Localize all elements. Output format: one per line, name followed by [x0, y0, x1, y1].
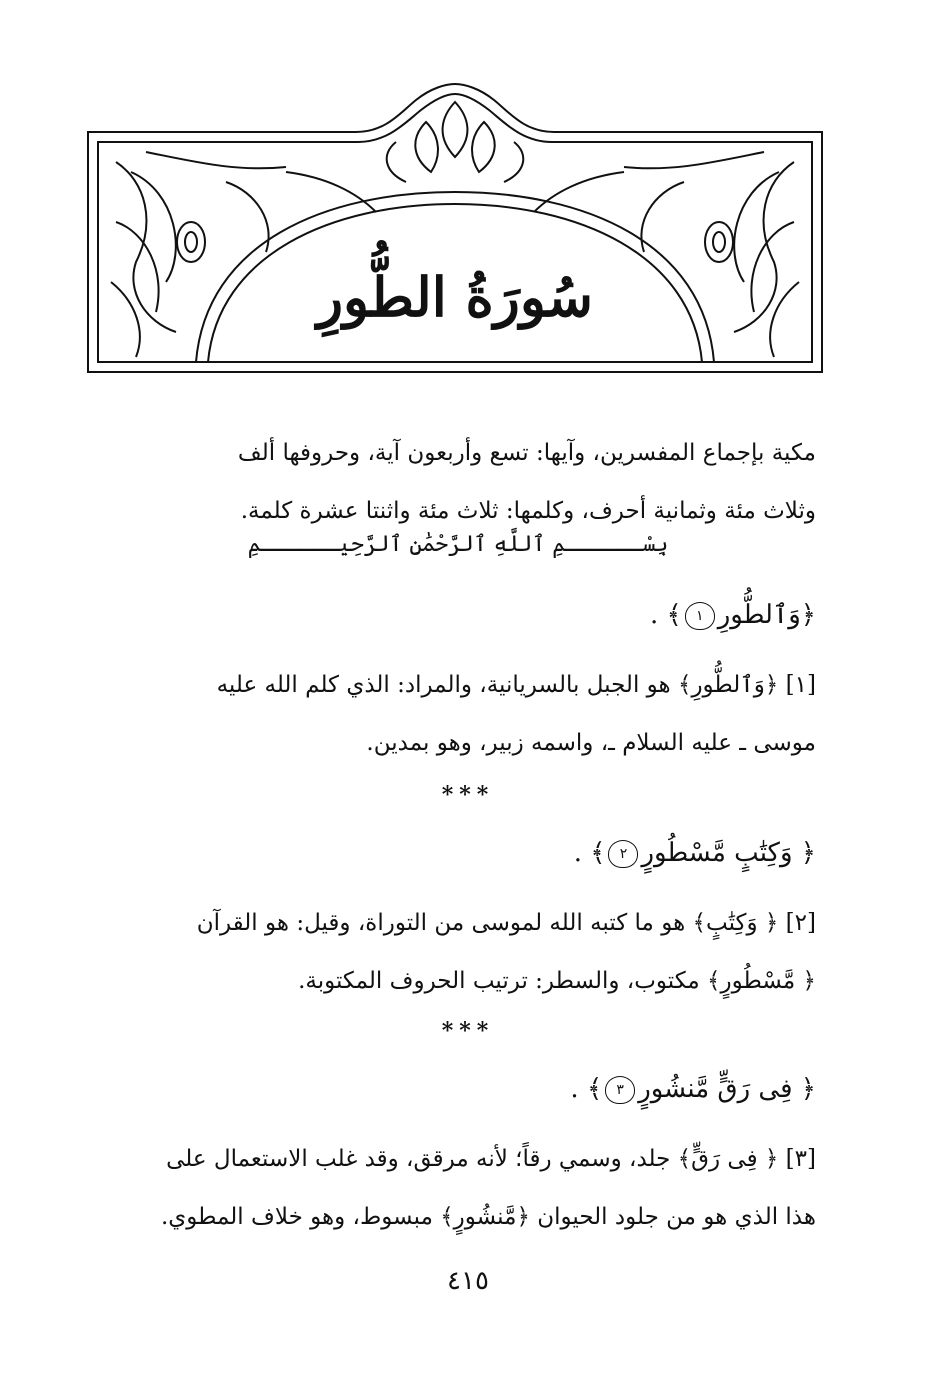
section-separator: *** [441, 1018, 495, 1044]
verse-1 [650, 600, 816, 630]
intro-line: وثلاث مئة وثمانية أحرف، وكلمها: ثلاث مئة واثنتا عشرة كلمة. [240, 498, 816, 524]
verse-close: ﴾ . [573, 838, 606, 868]
surah-intro [100, 424, 816, 540]
commentary-line: هذا الذي هو من جلود الحيوان ﴿مَّنشُورٍ﴾ مبسوط، وهو خلاف المطوي. [160, 1204, 816, 1230]
commentary-2 [100, 894, 816, 1010]
verse-text: ﴿وَٱلطُّورِ [717, 600, 816, 630]
commentary-line: [١] ﴿وَٱلطُّورِ﴾ هو الجبل بالسريانية، والمراد: الذي كلم الله عليه [216, 672, 816, 698]
verse-number-marker: ١ [685, 602, 715, 630]
verse-number-marker: ٣ [605, 1076, 635, 1104]
commentary-line: [٣] ﴿ فِى رَقٍّ﴾ جلد، وسمي رقاً؛ لأنه مرقق، وقد غلب الاستعمال على [166, 1146, 816, 1172]
commentary-line: ﴿ مَّسْطُورٍ﴾ مكتوب، والسطر: ترتيب الحروف المكتوبة. [298, 968, 816, 994]
commentary-1 [100, 656, 816, 772]
verse-close: ﴾ . [570, 1074, 603, 1104]
commentary-3 [100, 1130, 816, 1246]
intro-line: مكية بإجماع المفسرين، وآيها: تسع وأربعون آية، وحروفها ألف [237, 440, 816, 466]
commentary-line: [٢] ﴿ وَكِتَٰبٍ﴾ هو ما كتبه الله لموسى من التوراة، وقيل: هو القرآن [196, 910, 816, 936]
verse-close: ﴾ . [649, 600, 682, 630]
verse-3 [570, 1074, 816, 1104]
verse-text: ﴿ وَكِتَٰبٍ مَّسْطُورٍ [641, 838, 816, 868]
verse-number-marker: ٢ [608, 840, 638, 868]
page-number: ٤١٥ [447, 1266, 489, 1296]
section-separator: *** [441, 782, 495, 808]
verse-2 [574, 838, 816, 868]
verse-text: ﴿ فِى رَقٍّ مَّنشُورٍ [638, 1074, 816, 1104]
basmala: بِسْــــــمِ ٱللَّهِ ٱلرَّحْمَٰنِ ٱلرَّحِيــــــمِ [247, 532, 669, 557]
surah-title: سُورَةُ الطُّورِ [316, 265, 594, 329]
commentary-line: موسى ـ عليه السلام ـ، واسمه زبير، وهو بمدين. [366, 730, 816, 756]
surah-header-ornament [86, 82, 824, 382]
